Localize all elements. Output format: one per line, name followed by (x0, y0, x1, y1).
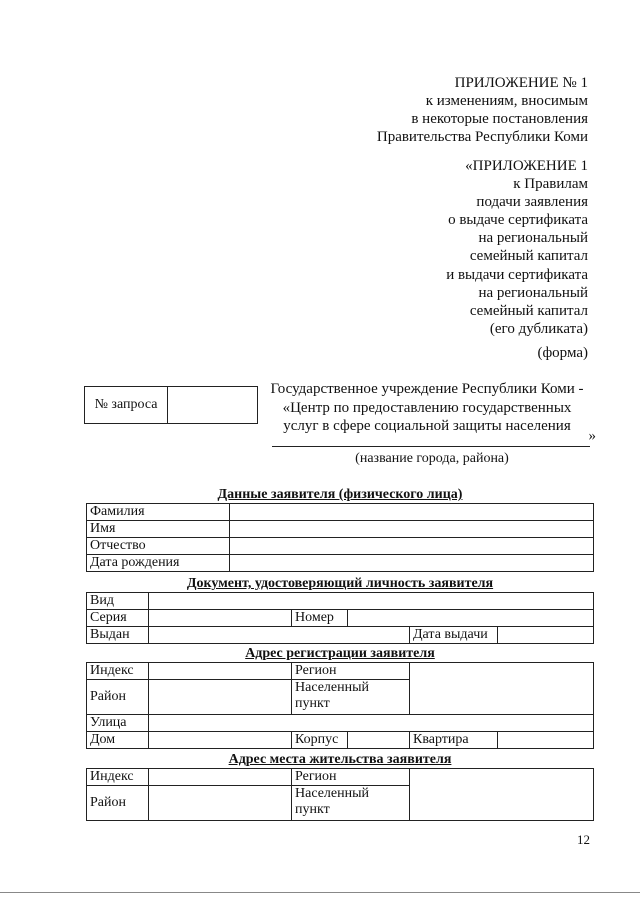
request-number-label: № запроса (85, 387, 168, 423)
reg-apartment-field[interactable] (498, 732, 594, 749)
table-row (87, 715, 594, 732)
bottom-divider (0, 892, 640, 893)
applicant-table (86, 503, 594, 572)
reg-region-field[interactable] (410, 663, 594, 715)
table-row (87, 593, 594, 610)
doc-number-field[interactable] (348, 610, 594, 627)
annex-line: подачи заявления (476, 194, 588, 211)
reg-region-label: Регион (292, 663, 410, 680)
appendix-line: Правительства Республики Коми (376, 129, 588, 145)
closing-quote: » (588, 428, 596, 444)
annex-line: и выдачи сертификата (446, 266, 588, 283)
reg-street-label: Улица (87, 715, 149, 732)
institution-line: услуг в сфере социальной защиты населения (283, 418, 571, 434)
name-field[interactable] (230, 521, 594, 538)
institution-line: Государственное учреждение Республики Коми - (270, 381, 584, 397)
appendix-line: к изменениям, вносимым (425, 93, 588, 109)
doc-issued-label: Выдан (87, 627, 149, 644)
city-caption: (название города, района) (355, 451, 509, 466)
document-table (86, 592, 594, 644)
reg-apartment-label: Квартира (410, 732, 498, 749)
annex-line: семейный капитал (469, 302, 588, 319)
annex-line: на региональный (478, 230, 588, 247)
request-number-field[interactable] (168, 387, 257, 423)
doc-series-field[interactable] (149, 610, 292, 627)
patronymic-label: Отчество (87, 538, 230, 555)
annex-line: (его дубликата) (489, 320, 588, 337)
res-region-label: Регион (292, 769, 410, 786)
reg-building-field[interactable] (348, 732, 410, 749)
surname-field[interactable] (230, 504, 594, 521)
reg-street-field[interactable] (149, 715, 594, 732)
table-row (87, 555, 594, 572)
doc-type-label: Вид (87, 593, 149, 610)
table-row (87, 769, 594, 786)
annex-line: к Правилам (513, 176, 588, 193)
registration-address-table (86, 662, 594, 749)
appendix-title: ПРИЛОЖЕНИЕ № 1 (454, 75, 588, 91)
doc-series-label: Серия (87, 610, 149, 627)
annex-line: на региональный (478, 284, 588, 301)
institution-line: «Центр по предоставлению государственных (282, 399, 572, 416)
reg-district-label: Район (87, 680, 149, 715)
form-label: (форма) (537, 345, 588, 361)
request-number-box (84, 386, 258, 424)
reg-building-label: Корпус (292, 732, 348, 749)
res-settlement-label: Населенный пункт (292, 786, 410, 821)
res-district-field[interactable] (149, 786, 292, 821)
page-number: 12 (577, 832, 590, 847)
reg-house-field[interactable] (149, 732, 292, 749)
res-district-label: Район (87, 786, 149, 821)
annex-line: о выдаче сертификата (448, 212, 588, 229)
birthdate-label: Дата рождения (87, 555, 230, 572)
institution-name (262, 380, 592, 436)
appendix-line: в некоторые постановления (411, 111, 588, 127)
registration-address-title: Адрес регистрации заявителя (245, 646, 435, 661)
annex-rules-reference (446, 157, 588, 338)
table-row (87, 610, 594, 627)
reg-index-field[interactable] (149, 663, 292, 680)
reg-index-label: Индекс (87, 663, 149, 680)
document-section-title: Документ, удостоверяющий личность заявителя (186, 576, 494, 591)
table-row (87, 627, 594, 644)
annex-line: семейный капитал (469, 248, 588, 265)
table-row (87, 732, 594, 749)
table-row (87, 538, 594, 555)
table-row (87, 521, 594, 538)
doc-number-label: Номер (292, 610, 348, 627)
applicant-section-title: Данные заявителя (физического лица) (217, 487, 463, 502)
doc-issued-field[interactable] (149, 627, 410, 644)
res-index-field[interactable] (149, 769, 292, 786)
birthdate-field[interactable] (230, 555, 594, 572)
reg-district-field[interactable] (149, 680, 292, 715)
city-underline[interactable] (272, 428, 596, 447)
reg-settlement-label: Населенный пункт (292, 680, 410, 715)
annex-line: «ПРИЛОЖЕНИЕ 1 (465, 158, 588, 174)
res-index-label: Индекс (87, 769, 149, 786)
patronymic-field[interactable] (230, 538, 594, 555)
surname-label: Фамилия (87, 504, 230, 521)
doc-issue-date-label: Дата выдачи (410, 627, 498, 644)
res-region-field[interactable] (410, 769, 594, 821)
table-row (87, 663, 594, 680)
name-label: Имя (87, 521, 230, 538)
doc-issue-date-field[interactable] (498, 627, 594, 644)
residence-address-title: Адрес места жительства заявителя (228, 752, 452, 767)
reg-house-label: Дом (87, 732, 149, 749)
doc-type-field[interactable] (149, 593, 594, 610)
residence-address-table (86, 768, 594, 821)
table-row (87, 504, 594, 521)
appendix-header (377, 74, 588, 146)
